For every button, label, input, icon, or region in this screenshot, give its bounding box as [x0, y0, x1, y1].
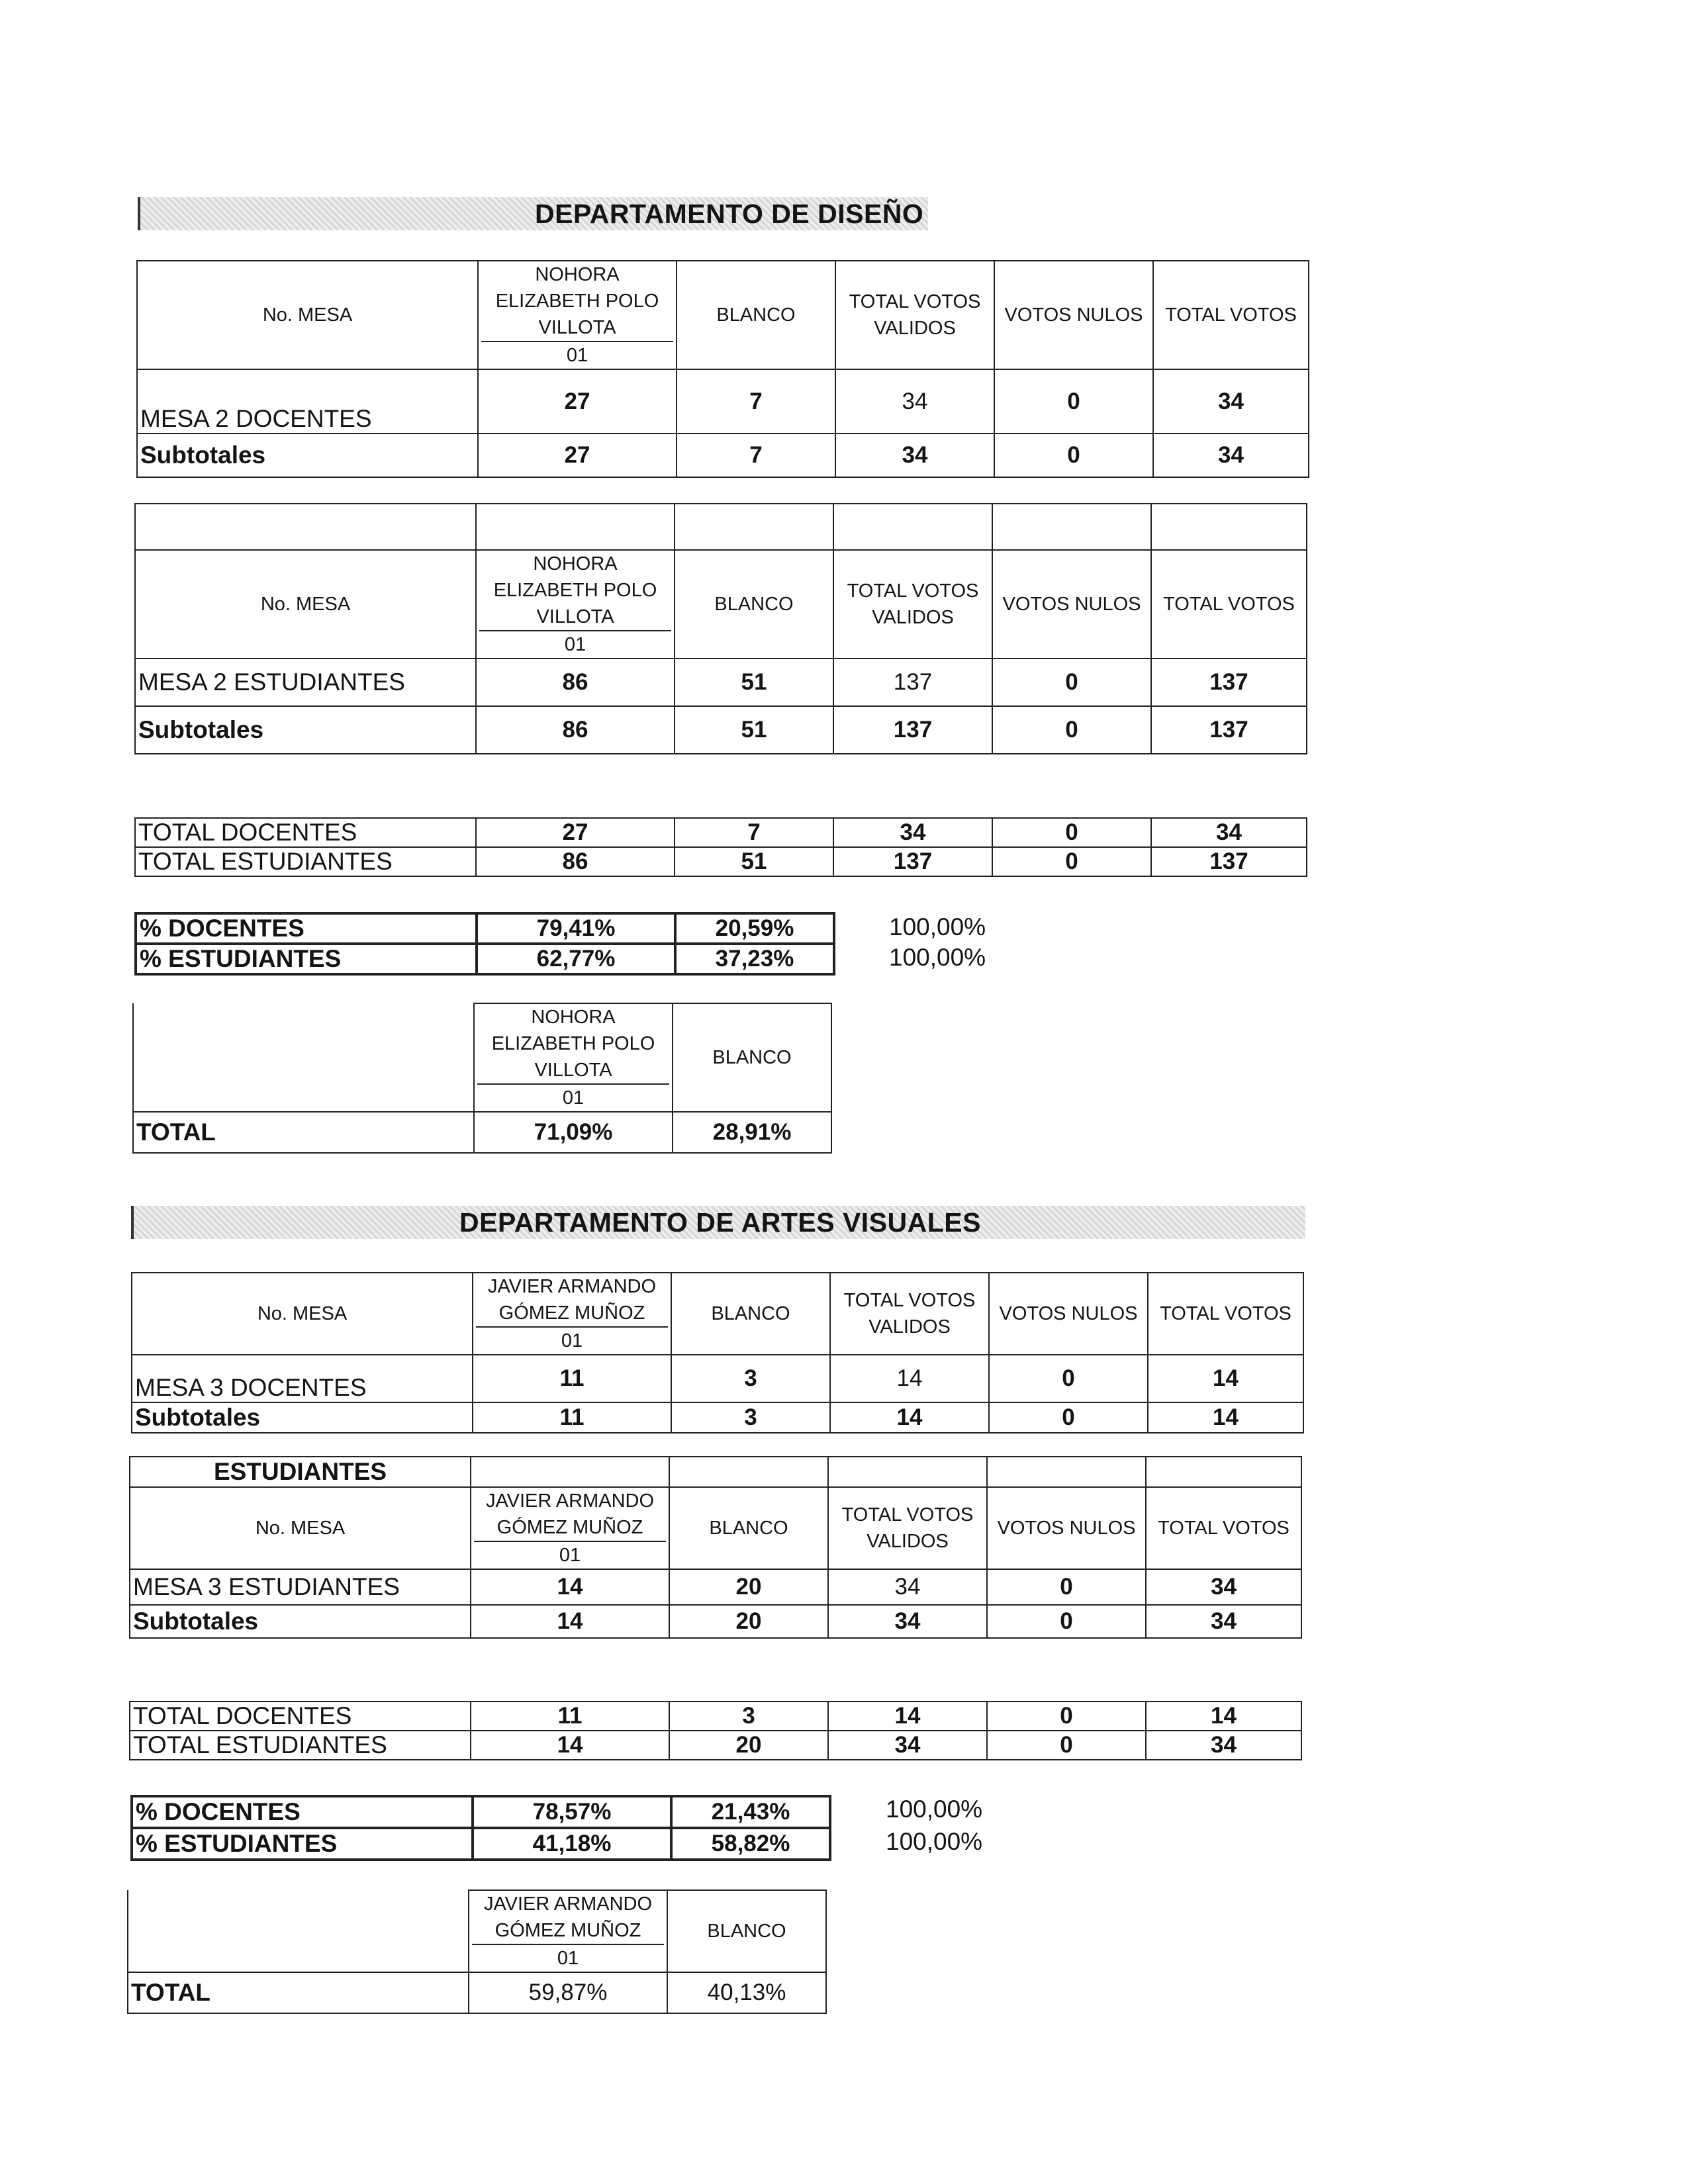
cell-blanco: 21,43%: [671, 1796, 830, 1828]
cell-validos: 137: [833, 706, 992, 754]
cell-blanco: 51: [675, 659, 833, 706]
cell-nulos: 0: [992, 847, 1151, 876]
header-tvv-line1: TOTAL VOTOS: [843, 1290, 976, 1311]
cell-total: 14: [1148, 1355, 1303, 1402]
subtotal-row: [137, 433, 1309, 477]
cell-nulos: 0: [994, 433, 1153, 477]
candidate-name-line2: ELIZABETH POLO: [491, 1033, 655, 1054]
subtotal-row: [130, 1605, 1301, 1638]
blank-cell: [135, 504, 476, 550]
dept1-docentes-table: [136, 260, 1309, 478]
cell-blanco: 3: [671, 1402, 830, 1433]
header-tvv-line2: VALIDOS: [867, 1531, 949, 1552]
cell-blanco: 20: [669, 1569, 828, 1605]
cell-candidate: 11: [473, 1402, 671, 1433]
cell-total: 14: [1148, 1402, 1303, 1433]
cell-nulos: 0: [994, 369, 1153, 433]
cell-candidate: 27: [478, 433, 677, 477]
header-total-votos-validos: [830, 1273, 989, 1355]
total-label: TOTAL: [128, 1972, 469, 2013]
table-row: [132, 1828, 830, 1860]
header-votos-nulos: VOTOS NULOS: [992, 550, 1151, 659]
table-row: [132, 1796, 830, 1828]
blank-cell: [833, 504, 992, 550]
header-blanco: BLANCO: [669, 1487, 828, 1569]
candidate-name-line1: NOHORA: [531, 1007, 616, 1028]
subtotal-row: [135, 706, 1307, 754]
cell-blanco: 3: [669, 1702, 828, 1731]
candidate-name-line3: VILLOTA: [481, 314, 673, 342]
cell-nulos: 0: [992, 818, 1151, 847]
cell-validos: 14: [830, 1402, 989, 1433]
dept2-title: DEPARTAMENTO DE ARTES VISUALES: [459, 1207, 981, 1238]
table-row: [130, 1569, 1301, 1605]
estudiantes-label: ESTUDIANTES: [130, 1457, 471, 1487]
header-total-votos: TOTAL VOTOS: [1151, 550, 1307, 659]
header-no-mesa: No. MESA: [130, 1487, 471, 1569]
cell-candidate: 71,09%: [474, 1112, 673, 1153]
cell-blanco: 7: [675, 818, 833, 847]
table-row: [130, 1731, 1301, 1760]
candidate-number: 01: [559, 1545, 581, 1566]
mesa-label: MESA 3 DOCENTES: [132, 1355, 473, 1402]
cell-validos: 34: [828, 1605, 987, 1638]
candidate-name-line2: GÓMEZ MUÑOZ: [472, 1917, 664, 1945]
cell-validos: 137: [833, 847, 992, 876]
cell-blanco: 58,82%: [671, 1828, 830, 1860]
header-blanco: BLANCO: [673, 1003, 831, 1112]
cell-candidate: 86: [476, 659, 675, 706]
cell-nulos: 0: [989, 1355, 1148, 1402]
candidate-number: 01: [564, 634, 586, 655]
blank-cell: [987, 1457, 1146, 1487]
dept2-docentes-table: [131, 1272, 1304, 1433]
candidate-name-line2: GÓMEZ MUÑOZ: [474, 1514, 666, 1542]
blank-cell: [476, 504, 675, 550]
header-tvv-line1: TOTAL VOTOS: [847, 580, 979, 602]
candidate-name-line1: NOHORA: [535, 264, 620, 285]
dept2-banner: [131, 1206, 1305, 1239]
cell-total: 34: [1146, 1605, 1301, 1638]
cell-blanco: 20,59%: [675, 913, 834, 944]
header-votos-nulos: VOTOS NULOS: [987, 1487, 1146, 1569]
cell-candidate: 78,57%: [473, 1796, 671, 1828]
candidate-name-line2: ELIZABETH POLO: [493, 580, 657, 601]
cell-blanco: 3: [671, 1355, 830, 1402]
header-tvv-line1: TOTAL VOTOS: [841, 1504, 974, 1525]
cell-candidate: 79,41%: [477, 913, 675, 944]
cell-total: 137: [1151, 847, 1307, 876]
header-candidate: [478, 261, 677, 369]
header-no-mesa: No. MESA: [137, 261, 478, 369]
cell-blanco: 40,13%: [667, 1972, 826, 2013]
dept1-title: DEPARTAMENTO DE DISEÑO: [535, 199, 924, 229]
pct-estudiantes-label: % ESTUDIANTES: [132, 1828, 473, 1860]
cell-nulos: 0: [987, 1702, 1146, 1731]
cell-candidate: 14: [471, 1731, 669, 1760]
cell-total: 34: [1151, 818, 1307, 847]
cell-candidate: 11: [473, 1355, 671, 1402]
cell-nulos: 0: [989, 1402, 1148, 1433]
cell-nulos: 0: [987, 1605, 1146, 1638]
header-votos-nulos: VOTOS NULOS: [994, 261, 1153, 369]
dept1-banner: [138, 197, 928, 230]
total-docentes-label: TOTAL DOCENTES: [135, 818, 476, 847]
cell-validos: 14: [828, 1702, 987, 1731]
header-candidate: [471, 1487, 669, 1569]
pct-estudiantes-label: % ESTUDIANTES: [136, 944, 477, 974]
blank-cell: [128, 1890, 469, 1972]
candidate-name-line1: NOHORA: [533, 553, 618, 574]
subtotal-label: Subtotales: [135, 706, 476, 754]
dept1-percent-table: [134, 912, 835, 976]
table-row: [136, 913, 834, 944]
header-total-votos: TOTAL VOTOS: [1153, 261, 1309, 369]
cell-blanco: 37,23%: [675, 944, 834, 974]
cell-candidate: 41,18%: [473, 1828, 671, 1860]
cell-candidate: 86: [476, 847, 675, 876]
cell-candidate: 14: [471, 1569, 669, 1605]
dept1-totals-table: [134, 817, 1307, 877]
header-tvv-line1: TOTAL VOTOS: [849, 291, 981, 312]
cell-blanco: 51: [675, 706, 833, 754]
blank-cell: [1151, 504, 1307, 550]
pct-estudiantes-sum: 100,00%: [886, 1828, 983, 1855]
cell-candidate: 27: [476, 818, 675, 847]
cell-nulos: 0: [992, 706, 1151, 754]
cell-nulos: 0: [987, 1569, 1146, 1605]
header-total-votos-validos: [828, 1487, 987, 1569]
cell-candidate: 62,77%: [477, 944, 675, 974]
blank-cell: [992, 504, 1151, 550]
pct-estudiantes-sum: 100,00%: [889, 944, 986, 971]
table-row: [135, 659, 1307, 706]
blank-cell: [133, 1003, 474, 1112]
pct-docentes-label: % DOCENTES: [132, 1796, 473, 1828]
header-blanco: BLANCO: [677, 261, 835, 369]
dept2-estudiantes-table: [129, 1456, 1302, 1639]
mesa-label: MESA 3 ESTUDIANTES: [130, 1569, 471, 1605]
header-tvv-line2: VALIDOS: [868, 1316, 951, 1338]
cell-validos: 34: [835, 369, 994, 433]
candidate-number: 01: [562, 1087, 585, 1109]
header-total-votos: TOTAL VOTOS: [1146, 1487, 1301, 1569]
header-blanco: BLANCO: [675, 550, 833, 659]
candidate-number: 01: [566, 345, 588, 366]
candidate-name-line3: VILLOTA: [479, 604, 671, 631]
cell-candidate: 86: [476, 706, 675, 754]
blank-cell: [828, 1457, 987, 1487]
blank-cell: [471, 1457, 669, 1487]
header-votos-nulos: VOTOS NULOS: [989, 1273, 1148, 1355]
cell-total: 137: [1151, 659, 1307, 706]
blank-cell: [669, 1457, 828, 1487]
candidate-number: 01: [557, 1948, 579, 1969]
table-row: [130, 1702, 1301, 1731]
candidate-name-line2: ELIZABETH POLO: [495, 291, 659, 312]
table-row: [137, 369, 1309, 433]
cell-candidate: 11: [471, 1702, 669, 1731]
total-docentes-label: TOTAL DOCENTES: [130, 1702, 471, 1731]
header-total-votos: TOTAL VOTOS: [1148, 1273, 1303, 1355]
candidate-number: 01: [561, 1330, 583, 1351]
candidate-name-line3: VILLOTA: [477, 1057, 669, 1085]
pct-docentes-label: % DOCENTES: [136, 913, 477, 944]
cell-total: 34: [1153, 433, 1309, 477]
pct-docentes-sum: 100,00%: [886, 1796, 983, 1823]
total-estudiantes-label: TOTAL ESTUDIANTES: [135, 847, 476, 876]
cell-blanco: 20: [669, 1731, 828, 1760]
cell-candidate: 59,87%: [469, 1972, 667, 2013]
table-row: [136, 944, 834, 974]
cell-validos: 34: [828, 1731, 987, 1760]
header-tvv-line2: VALIDOS: [872, 607, 954, 628]
cell-total: 34: [1153, 369, 1309, 433]
cell-validos: 14: [830, 1355, 989, 1402]
header-tvv-line2: VALIDOS: [874, 318, 956, 339]
candidate-name-line2: GÓMEZ MUÑOZ: [476, 1300, 668, 1328]
cell-validos: 34: [828, 1569, 987, 1605]
subtotal-row: [132, 1402, 1303, 1433]
mesa-label: MESA 2 ESTUDIANTES: [135, 659, 476, 706]
header-blanco: BLANCO: [667, 1890, 826, 1972]
dept1-estudiantes-table: [134, 503, 1307, 754]
cell-candidate: 27: [478, 369, 677, 433]
pct-docentes-sum: 100,00%: [889, 913, 986, 940]
candidate-name-line1: JAVIER ARMANDO: [483, 1893, 653, 1915]
table-row: [132, 1355, 1303, 1402]
blank-cell: [1146, 1457, 1301, 1487]
cell-total: 14: [1146, 1702, 1301, 1731]
cell-total: 34: [1146, 1569, 1301, 1605]
cell-blanco: 7: [677, 369, 835, 433]
cell-blanco: 7: [677, 433, 835, 477]
candidate-name-line1: JAVIER ARMANDO: [487, 1276, 657, 1297]
cell-validos: 34: [833, 818, 992, 847]
dept2-total-table: [127, 1889, 827, 2014]
blank-cell: [675, 504, 833, 550]
dept2-percent-table: [130, 1795, 831, 1861]
cell-candidate: 14: [471, 1605, 669, 1638]
table-row: [135, 847, 1307, 876]
header-no-mesa: No. MESA: [132, 1273, 473, 1355]
subtotal-label: Subtotales: [132, 1402, 473, 1433]
header-candidate: [473, 1273, 671, 1355]
header-total-votos-validos: [833, 550, 992, 659]
subtotal-label: Subtotales: [130, 1605, 471, 1638]
dept2-totals-table: [129, 1701, 1302, 1760]
cell-validos: 137: [833, 659, 992, 706]
table-row: [133, 1112, 831, 1153]
cell-total: 137: [1151, 706, 1307, 754]
dept1-total-table: [132, 1003, 832, 1154]
cell-blanco: 28,91%: [673, 1112, 831, 1153]
subtotal-label: Subtotales: [137, 433, 478, 477]
table-row: [128, 1972, 826, 2013]
total-label: TOTAL: [133, 1112, 474, 1153]
cell-blanco: 51: [675, 847, 833, 876]
table-row: [135, 818, 1307, 847]
mesa-label: MESA 2 DOCENTES: [137, 369, 478, 433]
cell-nulos: 0: [987, 1731, 1146, 1760]
header-total-votos-validos: [835, 261, 994, 369]
candidate-name-line1: JAVIER ARMANDO: [485, 1490, 655, 1512]
header-candidate: [476, 550, 675, 659]
cell-validos: 34: [835, 433, 994, 477]
header-candidate: [469, 1890, 667, 1972]
cell-blanco: 20: [669, 1605, 828, 1638]
header-candidate: [474, 1003, 673, 1112]
total-estudiantes-label: TOTAL ESTUDIANTES: [130, 1731, 471, 1760]
header-no-mesa: No. MESA: [135, 550, 476, 659]
cell-total: 34: [1146, 1731, 1301, 1760]
cell-nulos: 0: [992, 659, 1151, 706]
header-blanco: BLANCO: [671, 1273, 830, 1355]
